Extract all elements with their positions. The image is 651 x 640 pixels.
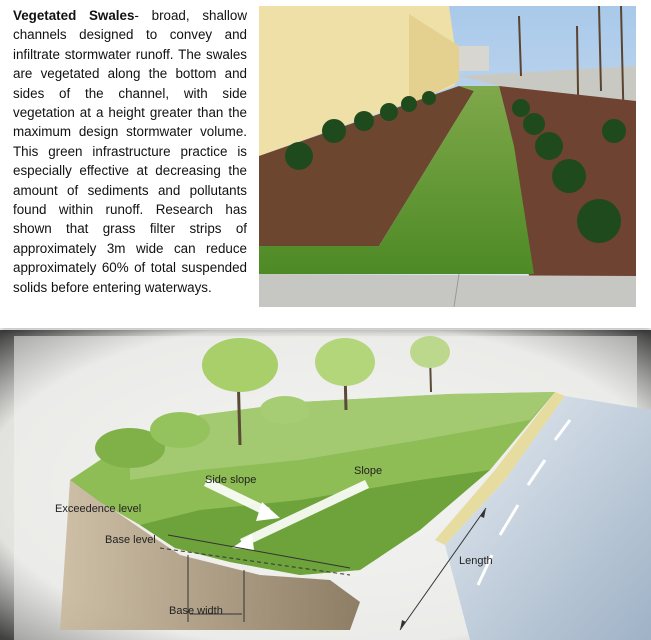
label-base-level: Base level [105,534,156,546]
swale-photo [259,6,636,307]
swale-term: Vegetated Swales [13,8,135,23]
swale-definition: - broad, shallow channels designed to convey and infiltrate stormwater runoff. The swales are vegetated along the bottom and sides of the channel, with side vegetation at a height greater than the maximum design stormwater volume. This green infrastructure practice is especially effective at decreasing the amount of sediments and pollutants found within runoff. Research has shown that grass filter strips of approximately 3m wide can reduce approximately 60% of total suspended solids before entering waterways. [13,8,247,295]
description-text [13,6,247,297]
label-exceedence-level: Exceedence level [55,503,142,515]
label-slope: Slope [354,465,383,477]
label-base-width: Base width [169,605,223,617]
swale-diagram [0,330,651,640]
label-length: Length [459,555,493,567]
label-side-slope: Side slope [205,474,257,486]
